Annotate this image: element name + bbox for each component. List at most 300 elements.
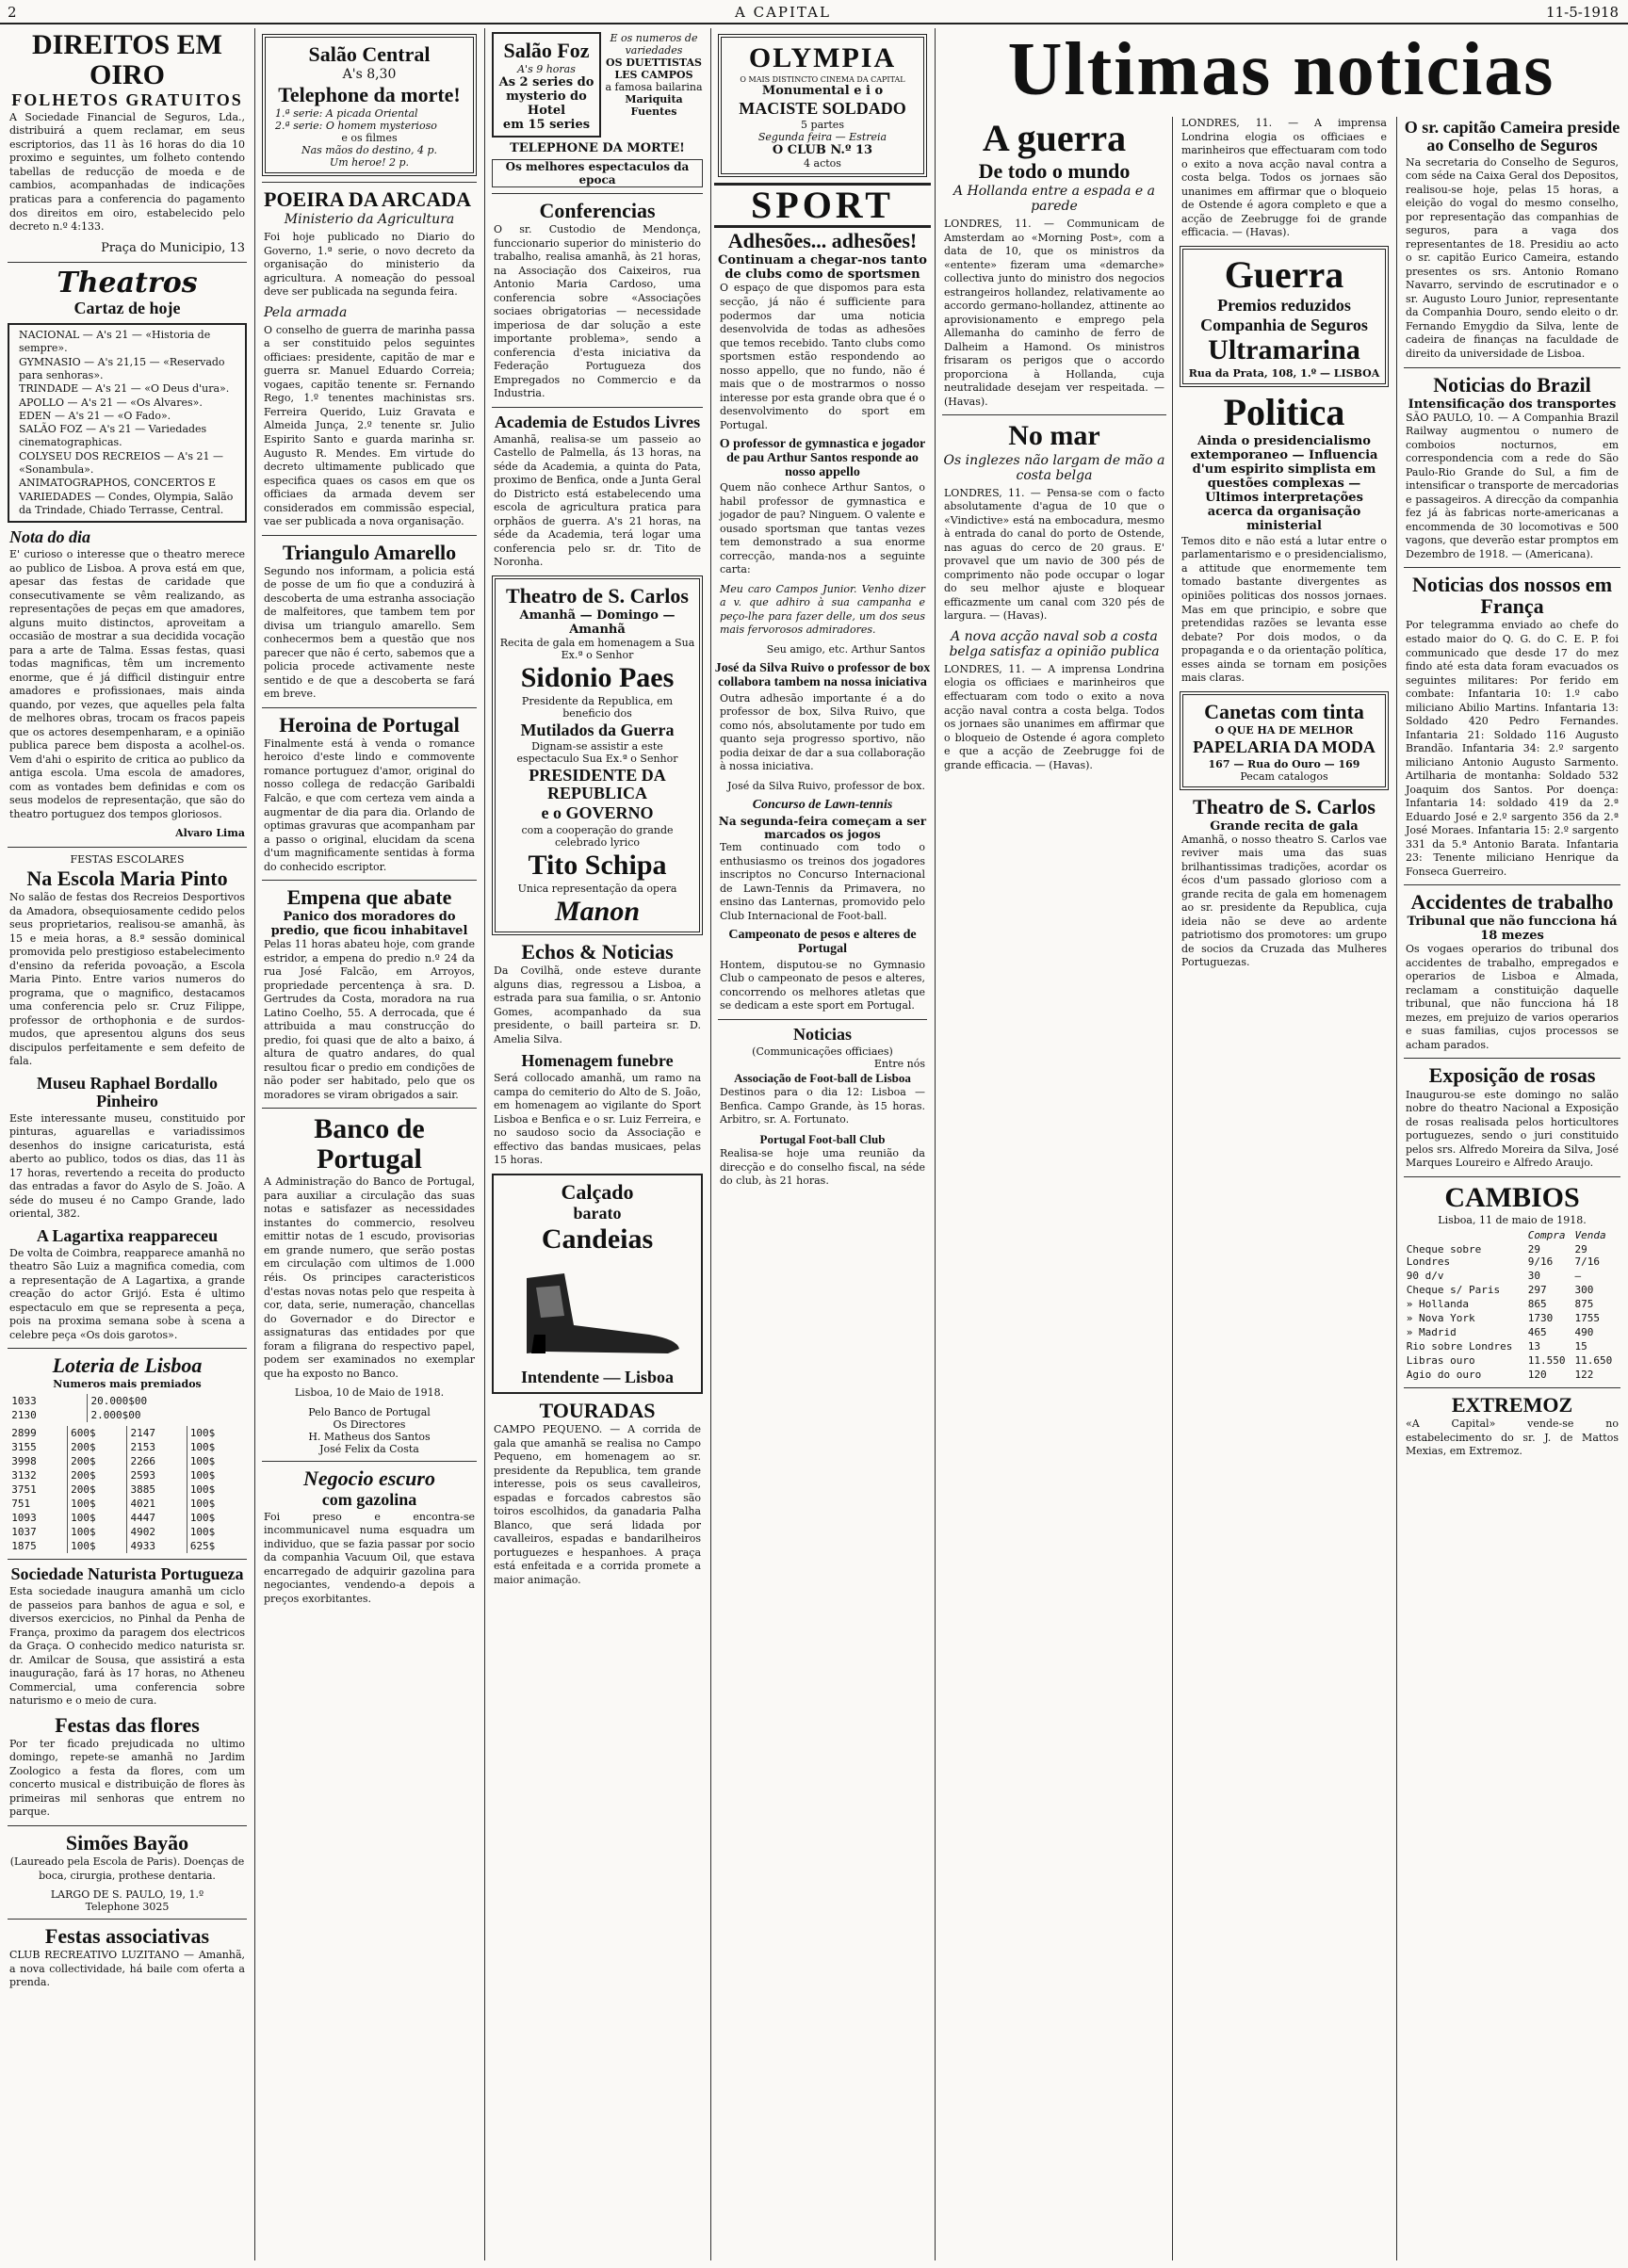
- fx-cell: 122: [1574, 1369, 1594, 1382]
- fx-cell: 29 9/16: [1527, 1243, 1554, 1269]
- divider: [1404, 884, 1620, 885]
- carlos-text4: Dignam-se assistir a este espectaculo Sua Ex.ª o Senhor: [516, 740, 678, 766]
- divider: [8, 1348, 247, 1349]
- lot-cell: 3998: [8, 1454, 67, 1468]
- fx-header-blank: [1405, 1228, 1526, 1242]
- cambios-table: [1405, 1228, 1620, 1382]
- table-row: [1405, 1353, 1620, 1368]
- direitos-subtitle: FOLHETOS GRATUITOS: [11, 90, 243, 109]
- empena-subtitle: Panico dos moradores do predio, que ficou inhabitavel: [270, 910, 468, 939]
- sport-signer3: José da Silva Ruivo, professor de box.: [727, 779, 925, 792]
- canetas-line1: O QUE HA DE MELHOR: [1214, 723, 1354, 737]
- cartaz-item: APOLLO — A's 21 — «Os Alvares».: [19, 396, 203, 409]
- loteria-top-table: [8, 1394, 246, 1422]
- carlos-name: Sidonio Paes: [520, 662, 675, 694]
- franca-title: Noticias dos nossos em França: [1411, 573, 1613, 619]
- table-row: [1405, 1339, 1620, 1353]
- column-rule: [710, 28, 711, 2260]
- divider: [492, 193, 703, 194]
- olympia-acts: 4 actos: [804, 157, 841, 170]
- noticias-entre: Entre nós: [873, 1057, 925, 1070]
- triangulo-title: Triangulo Amarello: [282, 540, 457, 564]
- sport-text5: Hontem, disputou-se no Gymnasio Club o campeonato de pesos e alteres, concorrendo os melhores atletas que se dedicam a este sport em Portugal.: [720, 958, 925, 1012]
- fx-cell: 465: [1527, 1326, 1547, 1339]
- poeira-section1: Ministerio da Agricultura: [284, 212, 455, 228]
- banco-dateline: Lisboa, 10 de Maio de 1918.: [294, 1386, 445, 1400]
- olympia-film: MACISTE SOLDADO: [739, 98, 906, 118]
- flores-text: Por ter ficado prejudicada no ultimo domingo, repete-se amanhã no Jardim Zoologico a festa da flores, com um concerto musical e distribuição de flores às primeiras mil senhoras que entrem no parque.: [9, 1737, 245, 1819]
- banco-signer2: José Felix da Costa: [319, 1442, 419, 1455]
- canetas-line2: PAPELARIA DA MODA: [1193, 737, 1376, 756]
- calcado-title2: barato: [573, 1203, 622, 1223]
- sport-text3: Outra adhesão importante é a do professor de box, Silva Ruivo, que como nós, absolutamente por tudo em quanto seja progresso sportivo, não podia deixar de dar a sua collaboração à nossa iniciativa.: [720, 691, 925, 773]
- sport-text2: Quem não conhece Arthur Santos, o habil professor de gymnastica e jogador de pau? Ninguem. O valente e ousado sportsman que tantas vezes tem demonstrado a sua enorme correcção, manda-nos a seguinte carta:: [720, 481, 925, 576]
- divider: [262, 1461, 477, 1462]
- fx-cell: 875: [1574, 1298, 1594, 1311]
- fx-cell: » Hollanda: [1406, 1298, 1469, 1311]
- mar-sub: Os inglezes não largam de mão a costa belga: [943, 452, 1165, 483]
- naval-text: LONDRES, 11. — A imprensa Londrina elogia os officiaes e marinheiros que effectuaram com todo o exito a nova acção naval contra a costa belga. Todos os jornaes são unanimes em affirmar que o bloqueio de Ostende é agora completo e que a acção de Zeebrugge foi de grande efficacia. — (Havas).: [944, 662, 1164, 771]
- salao-foz-time: A's 9 horas: [517, 63, 576, 76]
- fx-cell: —: [1574, 1270, 1582, 1283]
- table-row: [1405, 1242, 1620, 1269]
- divider: [942, 414, 1166, 415]
- escola-headline: Na Escola Maria Pinto: [26, 866, 228, 890]
- salao-central-time: A's 8,30: [342, 67, 397, 83]
- divider: [8, 1559, 247, 1560]
- politica-text: Temos dito e não está a lutar entre o parlamentarismo e o presidencialismo, a attitude que enormemente tem tomado bastante divergentes as opiniões politicas dos nossos jornaes. Mas em que principio, e sobre que pretendidas razões se levanta esse debate? Por dois modos, o da propaganda e o da orientação política, esses ainda se tornam em posições mais claras.: [1181, 534, 1387, 685]
- divider: [262, 1108, 477, 1109]
- canetas-line3: 167 — Rua do Ouro — 169: [1208, 757, 1360, 770]
- fx-cell: 15: [1574, 1340, 1587, 1353]
- flores-title: Festas das flores: [55, 1712, 200, 1737]
- divider: [262, 535, 477, 536]
- lot-cell: 4447: [127, 1511, 187, 1525]
- simoes-phone: Telephone 3025: [85, 1901, 170, 1914]
- fx-cell: » Nova York: [1406, 1312, 1475, 1325]
- echos-title: Echos & Noticias: [521, 940, 674, 964]
- trabalho-text: Os vogaes operarios do tribunal dos accidentes de trabalho, empregados e operarios de Lisboa e Almada, reclamam a constituição daquelle tribunal, que não funcciona há 18 mezes, em prejuizo de varios operarios e suas familias, cujos processos se acham parados.: [1406, 943, 1619, 1051]
- fx-cell: Cheque s/ Paris: [1406, 1284, 1501, 1297]
- divider: [8, 1825, 247, 1826]
- fx-cell: Libras ouro: [1406, 1354, 1475, 1368]
- ultimas-header: [938, 28, 1624, 113]
- carlos-text1: Recita de gala em homenagem a Sua Ex.ª o Senhor: [499, 637, 695, 662]
- negocio-text: Foi preso e encontra-se incommunicavel numa esquadra um individuo, que se fazia passar por socio da companhia Vacuum Oil, que estava encarregado de adquirir gazolina para negociantes, vendendo-a depois a preços exorbitantes.: [264, 1510, 475, 1605]
- calcado-title3: Candeias: [541, 1223, 654, 1255]
- column-rule: [1396, 117, 1397, 2260]
- carlos-text5: PRESIDENTE DA REPUBLICA: [529, 766, 666, 803]
- lot-cell: 4933: [127, 1539, 187, 1553]
- olympia-title: OLYMPIA: [748, 42, 897, 73]
- sport-headline4: Concurso de Lawn-tennis: [752, 798, 893, 813]
- table-header-row: [1405, 1228, 1620, 1242]
- divider: [262, 182, 477, 183]
- sport-letter: Meu caro Campos Junior. Venho dizer a v. que adhiro à sua campanha e peço-lhe para fazer delle, um dos seus mais fervorosos admiradores.: [720, 582, 925, 637]
- lot-cell: 625$: [189, 1540, 216, 1553]
- lot-cell: 200$: [68, 1468, 127, 1482]
- fx-cell: Cheque sobre Londres: [1406, 1243, 1482, 1269]
- header-rule: [0, 23, 1628, 24]
- conferencias-title: Conferencias: [539, 199, 656, 223]
- carlos-title2: Amanhã — Domingo — Amanhã: [519, 608, 676, 638]
- simoes-address: LARGO DE S. PAULO, 19, 1.º: [50, 1888, 204, 1902]
- lot-num: 1033: [8, 1394, 88, 1408]
- carlos-tenor: Tito Schipa: [528, 850, 667, 882]
- column-rule: [254, 28, 255, 2260]
- table-row: [8, 1426, 246, 1440]
- cartaz-item: SALÃO FOZ — A's 21 — Variedades cinematographicas.: [19, 423, 207, 449]
- fx-cell: 11.550: [1527, 1354, 1566, 1368]
- olympia-line1: Monumental e i o: [761, 83, 884, 98]
- salao-foz-title: Salão Foz: [503, 39, 590, 62]
- brazil-sub: Intensificação dos transportes: [1408, 397, 1617, 412]
- lot-prize: 20.000$00: [90, 1395, 148, 1408]
- loteria-title: Loteria de Lisboa: [52, 1353, 203, 1378]
- naturista-title: Sociedade Naturista Portugueza: [10, 1564, 244, 1584]
- fx-cell: 865: [1527, 1298, 1547, 1311]
- heroina-text: Finalmente está à venda o romance heroico d'este lindo e commovente romance portuguez d'amor, original do nosso collega de redacção Garibaldi Falcão, e que com certeza vem ainda a augmentar de dia para dia. Orlando de optimas gravuras que acompanham par a passo o original, elucidam da scena d'um magnificamente sentidas à forma do conhecido escriptor.: [264, 737, 475, 873]
- fx-cell: 90 d/v: [1406, 1270, 1444, 1283]
- extremoz-title: EXTREMOZ: [1451, 1393, 1573, 1418]
- sport-subtitle: Continuam a chegar-nos tanto de clubs como de sportsmen: [718, 253, 927, 283]
- fx-header-buy: Compra: [1527, 1229, 1566, 1242]
- cambios-title: CAMBIOS: [1444, 1181, 1580, 1213]
- rosas-title: Exposição de rosas: [1428, 1063, 1596, 1088]
- lot-cell: 200$: [68, 1482, 127, 1497]
- noticias-sub: (Communicações officiaes): [752, 1045, 893, 1058]
- triangulo-text: Segundo nos informam, a policia está de posse de um fio que a conduzirá à descoberta de uma estranha associação de malfeitores, que tambem tem por divisa um triangulo amarello. Sem conhecermos bem a questão que nos parecer que não é certo, sabemos que a policia procede activamente neste sentido e de que a descoberta se fará em breve.: [264, 564, 475, 701]
- lot-cell: 2899: [8, 1426, 67, 1440]
- var-title: E os numeros de variedades: [610, 32, 698, 57]
- divider: [1404, 367, 1620, 368]
- divider: [1404, 1176, 1620, 1177]
- table-row: [1405, 1297, 1620, 1311]
- olympia-film2: O CLUB N.º 13: [772, 143, 873, 158]
- salao-foz-line1: As 2 series do: [498, 75, 594, 90]
- salao-foz-variedades: [605, 32, 703, 138]
- sport-text: O espaço de que dispomos para esta secção, já não é sufficiente para podermos dar uma noticia desenvolvida de todas as adhesões que temos recebido. Tanto clubs como sportsmen estão respondendo ao nosso appello, que no fundo, não é mais que o de mostrarmos o nosso interesse por esta grande obra que é o desenvolvimento do sport em Portugal.: [720, 282, 925, 431]
- canetas-ad: [1180, 691, 1389, 790]
- heroina-title: Heroina de Portugal: [279, 712, 460, 737]
- salao-central-line2: Um heroe! 2 p.: [329, 156, 410, 170]
- theatros-title: Theatros: [57, 266, 198, 300]
- table-row: [1405, 1269, 1620, 1283]
- column-rule: [484, 28, 485, 2260]
- nota-author: Alvaro Lima: [175, 827, 245, 840]
- table-row: [8, 1454, 246, 1468]
- touradas-text: CAMPO PEQUENO. — A corrida de gala que amanhã se realisa no Campo Pequeno, em homenagem ao sr. presidente da Republica, tem grande interesse, pois os seus cavalleiros, espadas e forcados cabrestos são toiros escolhidos, da ganadaria Palha Blanco, que será lidada por cavalleiros, espadas e bandarilheiros portuguezes e hespanhoes. A praça está enfeitada e a corrida promete a maior animação.: [494, 1423, 701, 1586]
- extremoz-text: «A Capital» vende-se no estabelecimento do sr. J. de Mattos Mexias, em Extremoz.: [1406, 1418, 1619, 1458]
- salao-foz-box: [492, 32, 601, 138]
- table-row: [1405, 1368, 1620, 1382]
- negocio-subtitle: com gazolina: [321, 1489, 417, 1509]
- table-row: [1405, 1283, 1620, 1297]
- guerra-ad-line1: Premios reduzidos: [1217, 295, 1351, 315]
- column-1: [4, 28, 251, 2262]
- cartaz-item: ANIMATOGRAPHOS, CONCERTOS E VARIEDADES — Condes, Olympia, Salão da Trindade, Chiado Terrasse, Central.: [19, 477, 234, 516]
- banco-signer-title: Pelo Banco de Portugal: [308, 1405, 431, 1418]
- rosas-text: Inaugurou-se este domingo no salão nobre do theatro Nacional a Exposição de rosas realisada pelos horticultores portuguezes, sendo o juri constituido pelos srs. Alfredo Moreira da Silva, José Marques Loureiro e Alfredo Araujo.: [1406, 1088, 1619, 1170]
- table-row: [8, 1482, 246, 1497]
- banco-title: Banco de Portugal: [314, 1113, 425, 1174]
- trabalho-title: Accidentes de trabalho: [1410, 890, 1614, 915]
- divider: [492, 407, 703, 408]
- escola-text: No salão de festas dos Recreios Desportivos da Amadora, obsequiosamente cedido pelos seus proprietarios, realisou-se amanhã, às 15 e meia horas, a 8.ª sessão dominical promovida pelo prestigioso estabelecimento d'ensino da referida povoação, a Escola Maria Pinto. Entre varios numeros do programa, que o magnifico, destacamos uma conferencia pelo sr. Cruz Filippe, professor de orthophonia e de surdos-mudos, que apresentou alguns dos seus discipulos perfeitamente e sem defeito de fala.: [9, 891, 245, 1068]
- lot-cell: 3885: [127, 1482, 187, 1497]
- lot-cell: 4902: [127, 1525, 187, 1539]
- var-2: LES CAMPOS: [614, 69, 693, 81]
- lot-cell: 200$: [68, 1440, 127, 1454]
- lot-cell: 600$: [68, 1426, 127, 1440]
- fx-cell: 13: [1527, 1340, 1540, 1353]
- banco-signer1: H. Matheus dos Santos: [308, 1430, 431, 1443]
- olympia-tagline: O MAIS DISTINCTO CINEMA DA CAPITAL: [740, 74, 905, 84]
- page-header: [0, 0, 1628, 23]
- cartaz-item: NACIONAL — A's 21 — «Historia de sempre».: [19, 329, 211, 355]
- capitao-title: O sr. capitão Cameira preside ao Conselho de Seguros: [1404, 118, 1620, 154]
- lot-cell: 751: [8, 1497, 67, 1511]
- carlos2-text: Amanhã, o nosso theatro S. Carlos vae reviver mais uma das suas brilhantissimas tradições, acordar os écos d'um passado glorioso com a grande recita de gala em homenagem ao sr. presidente da Republica, cuja ideia não se deve ao ardente patriotismo dos promotores: um grupo de socios da Cruzada das Mulheres Portuguezas.: [1181, 833, 1387, 969]
- lot-cell: 200$: [68, 1454, 127, 1468]
- associativas-text: CLUB RECREATIVO LUZITANO — Amanhã, a nova collectividade, há baile com oferta a prenda.: [9, 1949, 245, 1989]
- lot-cell: 100$: [189, 1427, 216, 1440]
- lot-cell: 3155: [8, 1440, 67, 1454]
- associativas-title: Festas associativas: [44, 1924, 210, 1949]
- guerra-headline: A guerra: [982, 117, 1127, 159]
- lot-cell: 100$: [189, 1526, 216, 1539]
- conferencias-text: O sr. Custodio de Mendonça, funccionario superior do ministerio do trabalho, realisa amanhã, às 21 horas, na Associação dos Caixeiros, rua Antonio Maria Cardoso, uma conferencia sobre «Associações sociaes obrigatorias — necessidade imperiosa de dar solução a este importante problema», sendo a conferencia d'esta iniciativa da Federação Portugueza dos Empregados no Commercio e da Industria.: [494, 223, 701, 400]
- divider: [1404, 1387, 1620, 1388]
- column-5a: [938, 117, 1170, 2262]
- lagartixa-title: A Lagartixa reappareceu: [36, 1225, 219, 1245]
- guerra-ad-title: Guerra: [1224, 252, 1344, 296]
- divider: [8, 1919, 247, 1920]
- guerra-text: LONDRES, 11. — Communicam de Amsterdam ao «Morning Post», com a data de 10, que os ministros da «entente» fizeram uma «demarche» collectiva junto do ministro dos negocios estrangeiros hollandez, relativamente ao accordo germano-hollandez, attinente ao aprovisionamento e emprego pela Allemanha do caminho de ferro de Dalheim a Hamond. Os ministros frisaram os perigos que o accordo proporciona à Hollanda, cuja neutralidade desejam ver respeitada. — (Havas).: [944, 218, 1164, 408]
- sport-text4: Tem continuado com todo o enthusiasmo os treinos dos jogadores inscriptos no Concurso Internacional de Lawn-Tennis da Primavera, no ensino das Lanternas, promovido pelo Club Internacional de Foot-ball.: [720, 841, 925, 922]
- divider: [1404, 1058, 1620, 1059]
- assoc-text: Destinos para o dia 12: Lisboa — Benfica. Campo Grande, às 15 horas. Arbitro, sr. A. Fortunato.: [720, 1086, 925, 1126]
- fx-cell: 1730: [1527, 1312, 1554, 1325]
- divider: [8, 262, 247, 263]
- olympia-ad: [718, 34, 927, 177]
- lot-cell: 2153: [127, 1440, 187, 1454]
- fx-cell: » Madrid: [1406, 1326, 1457, 1339]
- sport-headline: Adhesões... adhesões!: [727, 229, 918, 253]
- poeira-title: POEIRA DA ARCADA: [264, 187, 472, 212]
- shoe-illustration: [508, 1259, 687, 1363]
- fx-cell: Agio do ouro: [1406, 1369, 1482, 1382]
- calcado-footer: Intendente — Lisboa: [520, 1368, 675, 1387]
- fx-cell: 29 7/16: [1574, 1243, 1600, 1269]
- lot-cell: 100$: [189, 1455, 216, 1468]
- direitos-title: DIREITOS EM OIRO: [31, 29, 222, 90]
- cartaz-item: GYMNASIO — A's 21,15 — «Reservado para senhoras».: [19, 355, 225, 381]
- salao-foz-ad: [492, 32, 703, 138]
- lot-cell: 2593: [127, 1468, 187, 1482]
- academia-text: Amanhã, realisa-se um passeio ao Castello de Palmella, ás 13 horas, na séde da Academia, a quinta do Pata, proximo de Benfica, onde a Junta Geral do Districto está estabelecendo uma escola de agricultura pratica para orphãos de guerra. A's 21 horas, na séde da Academia, terá logar uma conferencia pelo sr. dr. Tito de Noronha.: [494, 432, 701, 569]
- lot-cell: 100$: [189, 1483, 216, 1497]
- table-row: [8, 1408, 246, 1422]
- banco-signer-sub: Os Directores: [333, 1418, 406, 1431]
- guerra-sub: De todo o mundo: [978, 159, 1131, 183]
- pfc-title: Portugal Foot-ball Club: [759, 1131, 886, 1146]
- carlos2-sub: Grande recita de gala: [1210, 818, 1359, 834]
- cambios-date: Lisboa, 11 de maio de 1918.: [1438, 1214, 1587, 1227]
- lot-cell: 100$: [189, 1498, 216, 1511]
- sport-sub4: Na segunda-feira começam a ser marcados os jogos: [718, 815, 927, 842]
- franca-text: Por telegramma enviado ao chefe do estado maior do Q. G. do C. E. P. foi communicado que desde 17 do mez findo até esta data foram evacuados os seguintes militares: Por ferido em combate: Infantaria 10: 1.º cabo miliciano Abilio Martins. Infantaria 13: Soldado 420 Pedro Fernandes. Infantaria 21: Soldado 116 Augusto Brandão. Infantaria 34: 2.º sargento miliciano Antonio Augusto Sarmento. Artilharia de montanha: Soldado 532 Joaquim dos Santos. Por doença: Infantaria 14: soldado 419 da 2.ª Eduardo José e 2.º sargento 356 da 2.ª José Moraes. Infantaria 15: 2.º sargento 331 da 5.ª Antonio Barata. Infantaria 23: Tenente miliciano Henrique da Fonseca Guerreiro.: [1406, 619, 1619, 878]
- paper-name: A CAPITAL: [735, 4, 831, 21]
- poeira-text2: O conselho de guerra de marinha passa a ser constituido pelos seguintes officiaes: presidente, capitão de mar e guerra sr. Manuel Eduardo Correia; vogaes, capitão tenente sr. Fernando Rego, 1.º tenentes machinistas srs. Ferreira Querido, Luiz Gravata e Almeida Junça, 2.º tenente sr. Julio Espirito Santo e guarda marinha sr. Augusto R. Mendes. Em virtude do decreto ultimamente publicado que especifica quaes os casos em que os officiaes da armada devem ser considerados em commissão especial, vae ser publicada a nova organisação.: [264, 323, 475, 528]
- table-row: [8, 1525, 246, 1539]
- noticias-title: Noticias: [793, 1024, 852, 1044]
- table-row: [8, 1539, 246, 1553]
- fx-header-sell: Venda: [1574, 1229, 1606, 1242]
- olympia-parts: 5 partes: [801, 119, 844, 132]
- museu-text: Este interessante museu, constituido por pinturas, aguarellas e variadissimos desenhos do insigne caricaturista, está aberto ao publico, todos os dias, das 11 às 17 horas, revertendo a receita do producto das entradas a favor do Asylo de S. João. A séde do museu é no Campo Grande, lado oriental, 382.: [9, 1111, 245, 1221]
- nota-text: E' curioso o interesse que o theatro merece ao publico de Lisboa. A prova está em que, apesar das festas de caridade que consecutivamente se vêm realizando, as representações de peças em que amadores, alguns muito distinctos, aproveitam a occasião de mostrar a sua decidida vocação para a arte de Talma. Essas festas, quasi todas magnificas, têm um incremento enorme, que é já difficil distinguir entre amadores e profissionaes, mais ainda quando, por vezes, que aquelles pela falta de melhores obras, trocam os fracos papeis que os actores desempenharam, e a opinião publica parece bem disposta a acolhel-os. Vem d'ahi o espirito de critica ao publico da antiga escola. Uma escola de amadores, com as vontades bem definidas e com os seus modelos de representação, que são do theatro portuguez dos tempos gloriosos.: [9, 548, 245, 820]
- empena-text: Pelas 11 horas abateu hoje, com grande estridor, a empena do predio n.º 24 da rua José Falcão, em Arroyos, propriedade percentença à sra. D. Gertrudes da Costa, moradora na rua Latino Coelho, 55. A derrocada, que é attribuida a mau construcção do predio, foi quasi que de alto a baixo, á altura de quatro andares, do qual resultou ficar o predio em condições de não poder ser habitado, pelo que os moradores se viram obrigados a sair.: [264, 938, 475, 1101]
- trabalho-sub: Tribunal que não funcciona há 18 mezes: [1407, 915, 1618, 944]
- touradas-title: TOURADAS: [539, 1399, 656, 1423]
- page-number: 2: [8, 4, 17, 21]
- divider: [262, 707, 477, 708]
- salao-foz-footer: Os melhores espectaculos da epoca: [492, 159, 703, 187]
- column-2: [258, 28, 480, 2262]
- carlos-text2: Presidente da Republica, em beneficio dos: [521, 694, 674, 720]
- guerra-ad-line2: Companhia de Seguros: [1200, 315, 1368, 334]
- salao-foz-line2: mysterio do Hotel: [506, 89, 587, 119]
- sport-headline5: Campeonato de pesos e alteres de Portugal: [728, 928, 917, 956]
- mar-title: No mar: [1008, 420, 1100, 452]
- var-3: a famosa bailarina: [605, 81, 703, 93]
- fx-cell: 297: [1527, 1284, 1547, 1297]
- lot-prize: 2.000$00: [90, 1409, 141, 1422]
- table-row: [8, 1497, 246, 1511]
- column-3: [488, 28, 707, 2262]
- guerra-ad-address: Rua da Prata, 108, 1.º — LISBOA: [1188, 366, 1380, 380]
- academia-title: Academia de Estudos Livres: [494, 412, 701, 431]
- capitao-text: Na secretaria do Conselho de Seguros, com séde na Caixa Geral dos Depositos, realisou-se hoje, pelas 15 horas, a eleição do vogal do mesmo conselho, por representação das companhias de seguros, para a vaga dos representantes de 18. Presidiu ao acto o sr. capitão Eurico Cameira, estando presentes os srs. Antonio Romano Navarro, servindo de escrutinador e o sr. Augusto Louro Junior, representante da Companhia Douro, sendo eleito o dr. Fernando Emygdio da Silva, lente de cadeira de finanças na faculdade de direito da universidade de Lisboa.: [1406, 155, 1619, 360]
- fx-cell: 300: [1574, 1284, 1594, 1297]
- nota-title: Nota do dia: [9, 527, 91, 547]
- lot-cell: 4021: [127, 1497, 187, 1511]
- table-row: [1405, 1311, 1620, 1325]
- banco-text: A Administração do Banco de Portugal, para auxiliar a circulação das suas notas e satisfazer as necessidades instantes do commercio, resolveu emittir notas de 1 escudo, provisorias em grande numero, que serão postas em circulação com ultimos de 1.000 réis. Os principes caracteristicos d'estas novas notas pelo que respeita à cor, data, serie, numeração, chancellas do Governador e do Director e assignaturas das entidades por que foram a filigrana do respectivo papel, podem ser examinados no exemplar que ha exposto no Banco.: [264, 1175, 475, 1380]
- column-rule: [935, 28, 936, 2260]
- carlos-text3: Mutilados da Guerra: [520, 720, 675, 739]
- negocio-title: Negocio escuro: [303, 1466, 435, 1490]
- column-5b: [1176, 117, 1392, 2262]
- salao-central-title: Salão Central: [308, 42, 431, 66]
- salao-foz-line3: em 15 series: [502, 118, 591, 133]
- table-row: [1405, 1325, 1620, 1339]
- lot-cell: 3132: [8, 1468, 67, 1482]
- carlos2-title: Theatro de S. Carlos: [1193, 794, 1376, 818]
- sao-carlos-ad: [492, 575, 703, 935]
- column-rule: [1172, 117, 1173, 2260]
- calcado-title1: Calçado: [561, 1179, 634, 1204]
- olympia-day: Segunda feira — Estreia: [757, 131, 887, 144]
- divider: [8, 847, 247, 848]
- sport-headline2: O professor de gymnastica e jogador de pau Arthur Santos responde ao nosso appello: [719, 437, 926, 479]
- issue-date: 11-5-1918: [1546, 4, 1619, 21]
- lagartixa-text: De volta de Coimbra, reapparece amanhã no theatro São Luiz a magnifica comedia, com a representação de A Lagartixa, a grande creação do actor Grijó. Esta é ultimo espectaculo em que se representa a peça, pois na proxima semana sobe à scena a celebre peça «Os dois garotos».: [9, 1246, 245, 1341]
- carlos-title1: Theatro de S. Carlos: [506, 583, 689, 608]
- loteria-table: [8, 1426, 246, 1553]
- fx-cell: 11.650: [1574, 1354, 1613, 1368]
- poeira-text1: Foi hoje publicado no Diario do Governo, 1.ª serie, o novo decreto da organisação do ministerio da agricultura. A nomeação do pessoal deve ser publicada na segunda feira.: [264, 231, 475, 299]
- table-row: [8, 1394, 246, 1408]
- cartaz-item: TRINDADE — A's 21 — «O Deus d'ura».: [19, 382, 230, 396]
- carlos-text8: Unica representação da opera: [517, 882, 677, 895]
- guerra-ad-name: Ultramarina: [1208, 334, 1360, 366]
- politica-title: Politica: [1223, 390, 1345, 433]
- divider: [1404, 567, 1620, 568]
- table-row: [8, 1511, 246, 1525]
- salao-central-feature: Telephone da morte!: [278, 83, 461, 107]
- guerra-sub2: A Hollanda entre a espada e a parede: [952, 184, 1156, 215]
- fx-cell: Rio sobre Londres: [1406, 1340, 1513, 1353]
- var-1: OS DUETTISTAS: [605, 57, 702, 69]
- carlos-opera: Manon: [554, 895, 641, 927]
- loteria-subtitle: Numeros mais premiados: [53, 1378, 202, 1391]
- mar-text: LONDRES, 11. — Pensa-se com o facto absolutamente d'agua de 10 que o «Vindictive» está na embocadura, mesmo à entrada do canal do porto de Ostende, nas aguas do cerco de 20 graus. E' provavel que um navio de 300 pés de comprimento não pode occupar o logar do seu melhor ajuste e bloquear efficazmente um canal com 320 pés de largura. — (Havas).: [944, 486, 1164, 623]
- fx-cell: 1755: [1574, 1312, 1600, 1325]
- poeira-section2: Pela armada: [264, 304, 348, 320]
- cartaz-title: Cartaz de hoje: [73, 299, 181, 318]
- lot-cell: 1875: [8, 1539, 67, 1553]
- series-2: 2.ª serie: O homem mysterioso: [275, 120, 437, 133]
- divider: [262, 880, 477, 881]
- sport-signer: Seu amigo, etc. Arthur Santos: [766, 642, 925, 656]
- naval-title: A nova acção naval sob a costa belga satisfaz a opinião publica: [949, 628, 1160, 659]
- simoes-title: Simões Bayão: [65, 1830, 189, 1855]
- fx-cell: 120: [1527, 1369, 1547, 1382]
- lot-cell: 100$: [68, 1539, 127, 1553]
- fx-cell: 30: [1527, 1270, 1540, 1283]
- lot-cell: 100$: [189, 1512, 216, 1525]
- column-6: [1400, 117, 1624, 2262]
- carlos-text7: com a cooperação do grande celebrado lyrico: [521, 824, 674, 850]
- series-1: 1.ª serie: A picada Oriental: [275, 107, 418, 121]
- lot-cell: 100$: [68, 1511, 127, 1525]
- canetas-line4: Pecam catalogos: [1240, 770, 1328, 783]
- cartaz-item: EDEN — A's 21 — «O Fado».: [19, 409, 171, 422]
- table-row: [8, 1468, 246, 1482]
- lot-cell: 100$: [189, 1441, 216, 1454]
- echos-text: Da Covilhã, onde esteve durante alguns dias, regressou a Lisboa, a estrada para sua familia, o sr. Antonio Gomes, acompanhado da sua presidente, o baill parteira sr. D. Amelia Silva.: [494, 964, 701, 1045]
- lot-cell: 1037: [8, 1525, 67, 1539]
- ultimas-title: Ultimas noticias: [1007, 28, 1555, 111]
- direitos-address: Praça do Municipio, 13: [101, 240, 245, 255]
- ultramarina-ad: [1180, 246, 1389, 387]
- homenagem-text: Será collocado amanhã, um ramo na campa do cemiterio do Alto de S. João, em homenagem ao vigilante do Sport Lisboa e Benfica e o sr. Luiz Ferreira, e no saudoso socio da Associação e effectivo das bandas musicaes, pelas 15 horas.: [494, 1072, 701, 1167]
- naturista-text: Esta sociedade inaugura amanhã um ciclo de passeios para banhos de agua e sol, e diversos exercicios, no Pinhal da Penha de França, proximo da paragem dos electricos da Graça. O conhecido medico naturista sr. dr. Amilcar de Sousa, que assistirá a esta inauguração, fará às 17 horas, no Atheneu Commercial, uma conferencia sobre naturismo e o meio de cura.: [9, 1585, 245, 1708]
- var-4: Mariquita Fuentes: [625, 93, 683, 118]
- brazil-text: SÃO PAULO, 10. — A Companhia Brazil Railway augmentou o numero de comboios nocturnos, em correspondencia com a rede do São Paulo-Rio Grande do Sul, a fim de intensificar o transporte de mercadorias e passageiros. A direcção da companhia fez já às fabricas norte-americanas a encommenda de 30 locomotivas e 500 vagons, que deverão estar promptos em Dezembro de 1918. — (Americana).: [1406, 411, 1619, 560]
- lot-cell: 3751: [8, 1482, 67, 1497]
- carlos-text6: e o GOVERNO: [541, 803, 654, 823]
- fx-cell: 490: [1574, 1326, 1594, 1339]
- guerra-continued: LONDRES, 11. — A imprensa Londrina elogia os officiaes e marinheiros que effectuaram com todo o exito a nova acção naval contra a costa belga. Todos os jornaes são unanimes em affirmar que o bloqueio de Ostende é agora completo e que a acção de Zeebrugge foi de grande efficacia. — (Havas).: [1181, 117, 1387, 239]
- lot-cell: 2147: [127, 1426, 187, 1440]
- salao-central-line1: Nas mãos do destino, 4 p.: [301, 144, 438, 157]
- column-4: [714, 28, 931, 2262]
- simoes-text: (Laureado pela Escola de Paris). Doenças de boca, cirurgia, prothese dentaria.: [9, 1855, 245, 1882]
- direitos-text: A Sociedade Financial de Seguros, Lda., distribuirá a quem reclamar, em seus escriptorios, das 11 às 16 horas do dia 10 proximo e seguintes, um folheto contendo tabellas de reducção de moeda e de cambios, acompanhadas de indicações praticas para a conferencia do pagamento dos direitos em oiro, estabelecido pelo decreto n.º 4:133.: [9, 110, 245, 234]
